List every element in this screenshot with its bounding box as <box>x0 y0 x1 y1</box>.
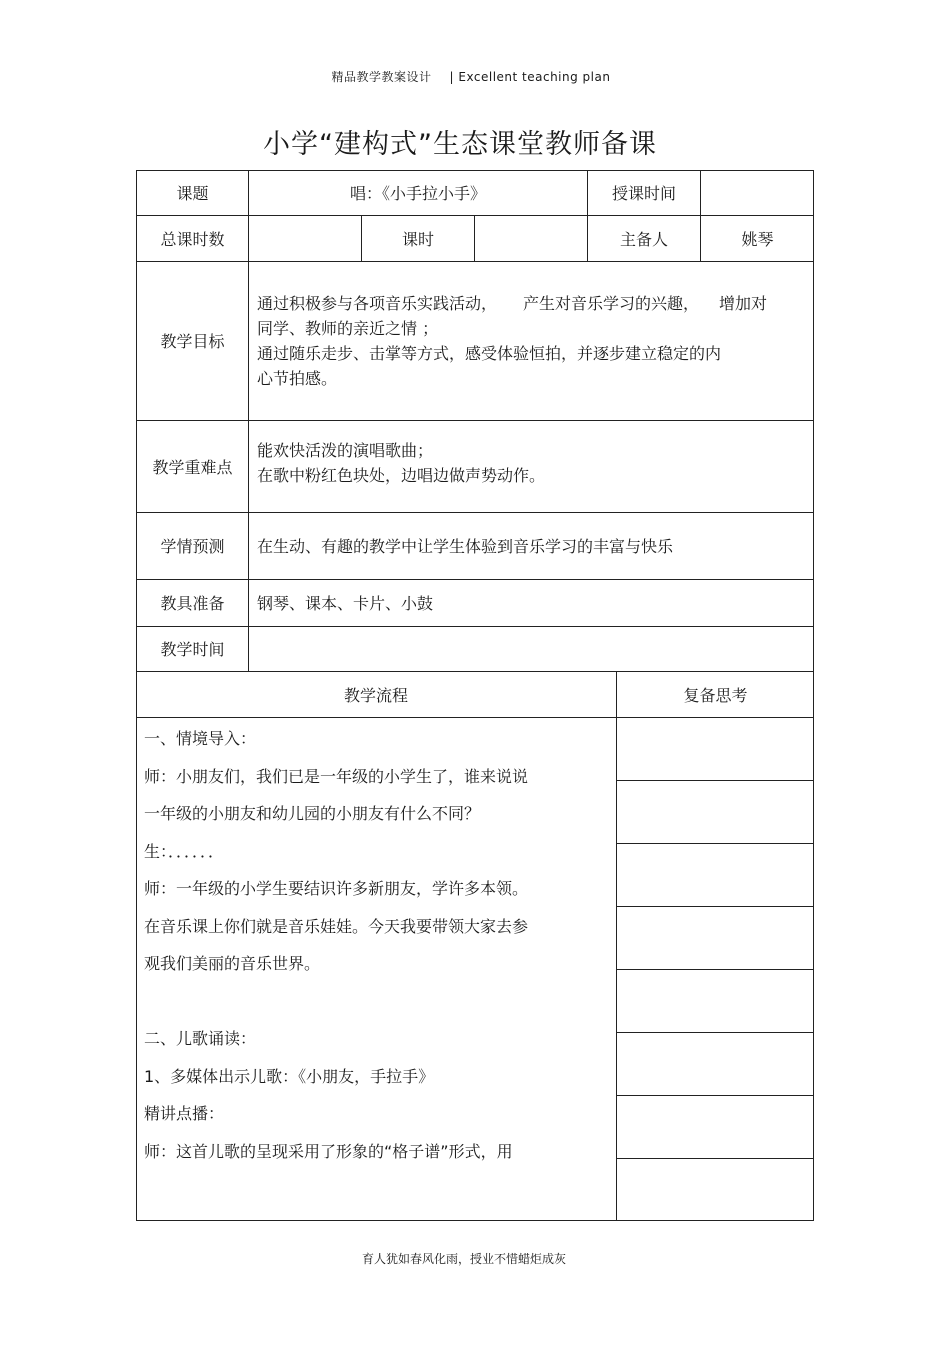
page-footer: 育人犹如春风化雨，授业不惜蜡炬成灰 <box>361 1252 566 1266</box>
goals-line1-part: 通过积极参与各项音乐实践活动， <box>257 293 498 313</box>
topic-value: 唱：《小手拉小手》 <box>349 184 486 203</box>
goals-line: 同学、教师的亲近之情 ； <box>257 318 439 338</box>
reflection-row-divider <box>616 843 814 844</box>
total-periods-value <box>249 215 361 261</box>
process-line: 一、情境导入： <box>144 729 257 748</box>
process-line: 一年级的小朋友和幼儿园的小朋友有什么不同？ <box>144 804 481 823</box>
process-header: 教学流程 <box>343 685 408 705</box>
topic-label: 课题 <box>176 184 209 203</box>
reflection-row-divider <box>616 1032 814 1033</box>
lead-preparer-label: 主备人 <box>619 229 668 249</box>
process-line: 在音乐课上你们就是音乐娃娃。今天我要带领大家去参 <box>144 916 529 936</box>
goals-line: 通过随乐走步、击掌等方式，感受体验恒拍，并逐步建立稳定的内 <box>257 343 722 363</box>
goals-content <box>249 261 814 420</box>
reflection-row-divider <box>616 969 814 970</box>
student-situation-value: 在生动、有趣的教学中让学生体验到音乐学习的丰富与快乐 <box>257 537 674 556</box>
process-line: 师：这首儿歌的呈现采用了形象的“格子谱”形式，用 <box>144 1141 513 1161</box>
teaching-aids-label: 教具准备 <box>160 594 225 613</box>
class-time-value <box>701 170 814 215</box>
process-line: 1、多媒体出示儿歌：《小朋友，手拉手》 <box>144 1066 435 1086</box>
key-points-line: 在歌中粉红色块处，边唱边做声势动作。 <box>257 466 546 485</box>
process-line: 师：小朋友们，我们已是一年级的小学生了，谁来说说 <box>144 766 529 786</box>
header-right: | Excellent teaching plan <box>449 70 611 84</box>
goals-line: 心节拍感。 <box>257 368 338 388</box>
teaching-aids-value: 钢琴、课本、卡片、小鼓 <box>257 594 434 613</box>
class-time-label: 授课时间 <box>611 184 676 203</box>
goals-line1-part: 产生对音乐学习的兴趣， <box>523 293 700 313</box>
teaching-time-label: 教学时间 <box>160 640 225 659</box>
process-line: 精讲点播： <box>144 1104 225 1123</box>
period-label: 课时 <box>401 229 434 249</box>
row-divider <box>136 717 814 718</box>
process-line: 观我们美丽的音乐世界。 <box>144 954 321 973</box>
lead-preparer-value: 姚琴 <box>741 229 774 249</box>
teaching-process <box>144 720 614 1170</box>
reflection-header: 复备思考 <box>683 685 748 705</box>
reflection-row-divider <box>616 906 814 907</box>
process-line: 师：一年级的小学生要结识许多新朋友，学许多本领。 <box>144 879 529 898</box>
page-title: 小学“建构式”生态课堂教师备课 <box>263 129 657 160</box>
reflection-row-divider <box>616 780 814 781</box>
goals-line1-part: 增加对 <box>719 293 768 313</box>
page-header <box>0 68 950 85</box>
goals-label: 教学目标 <box>160 332 225 351</box>
student-situation-label: 学情预测 <box>160 537 225 556</box>
key-points-line: 能欢快活泼的演唱歌曲； <box>257 441 434 460</box>
goals-line <box>257 291 817 316</box>
header-left: 精品教学教案设计 <box>331 70 432 84</box>
reflection-row-divider <box>616 1158 814 1159</box>
total-periods-label: 总课时数 <box>160 229 225 249</box>
process-line <box>144 983 614 1021</box>
col-divider <box>616 671 617 1221</box>
period-value <box>475 215 587 261</box>
reflection-row-divider <box>616 1095 814 1096</box>
key-points-content <box>249 420 814 506</box>
process-line: 二、儿歌诵读： <box>144 1029 257 1048</box>
teaching-time-value <box>249 626 814 671</box>
process-line: 生：．．．．．． <box>144 841 225 861</box>
key-points-label: 教学重难点 <box>152 457 233 477</box>
